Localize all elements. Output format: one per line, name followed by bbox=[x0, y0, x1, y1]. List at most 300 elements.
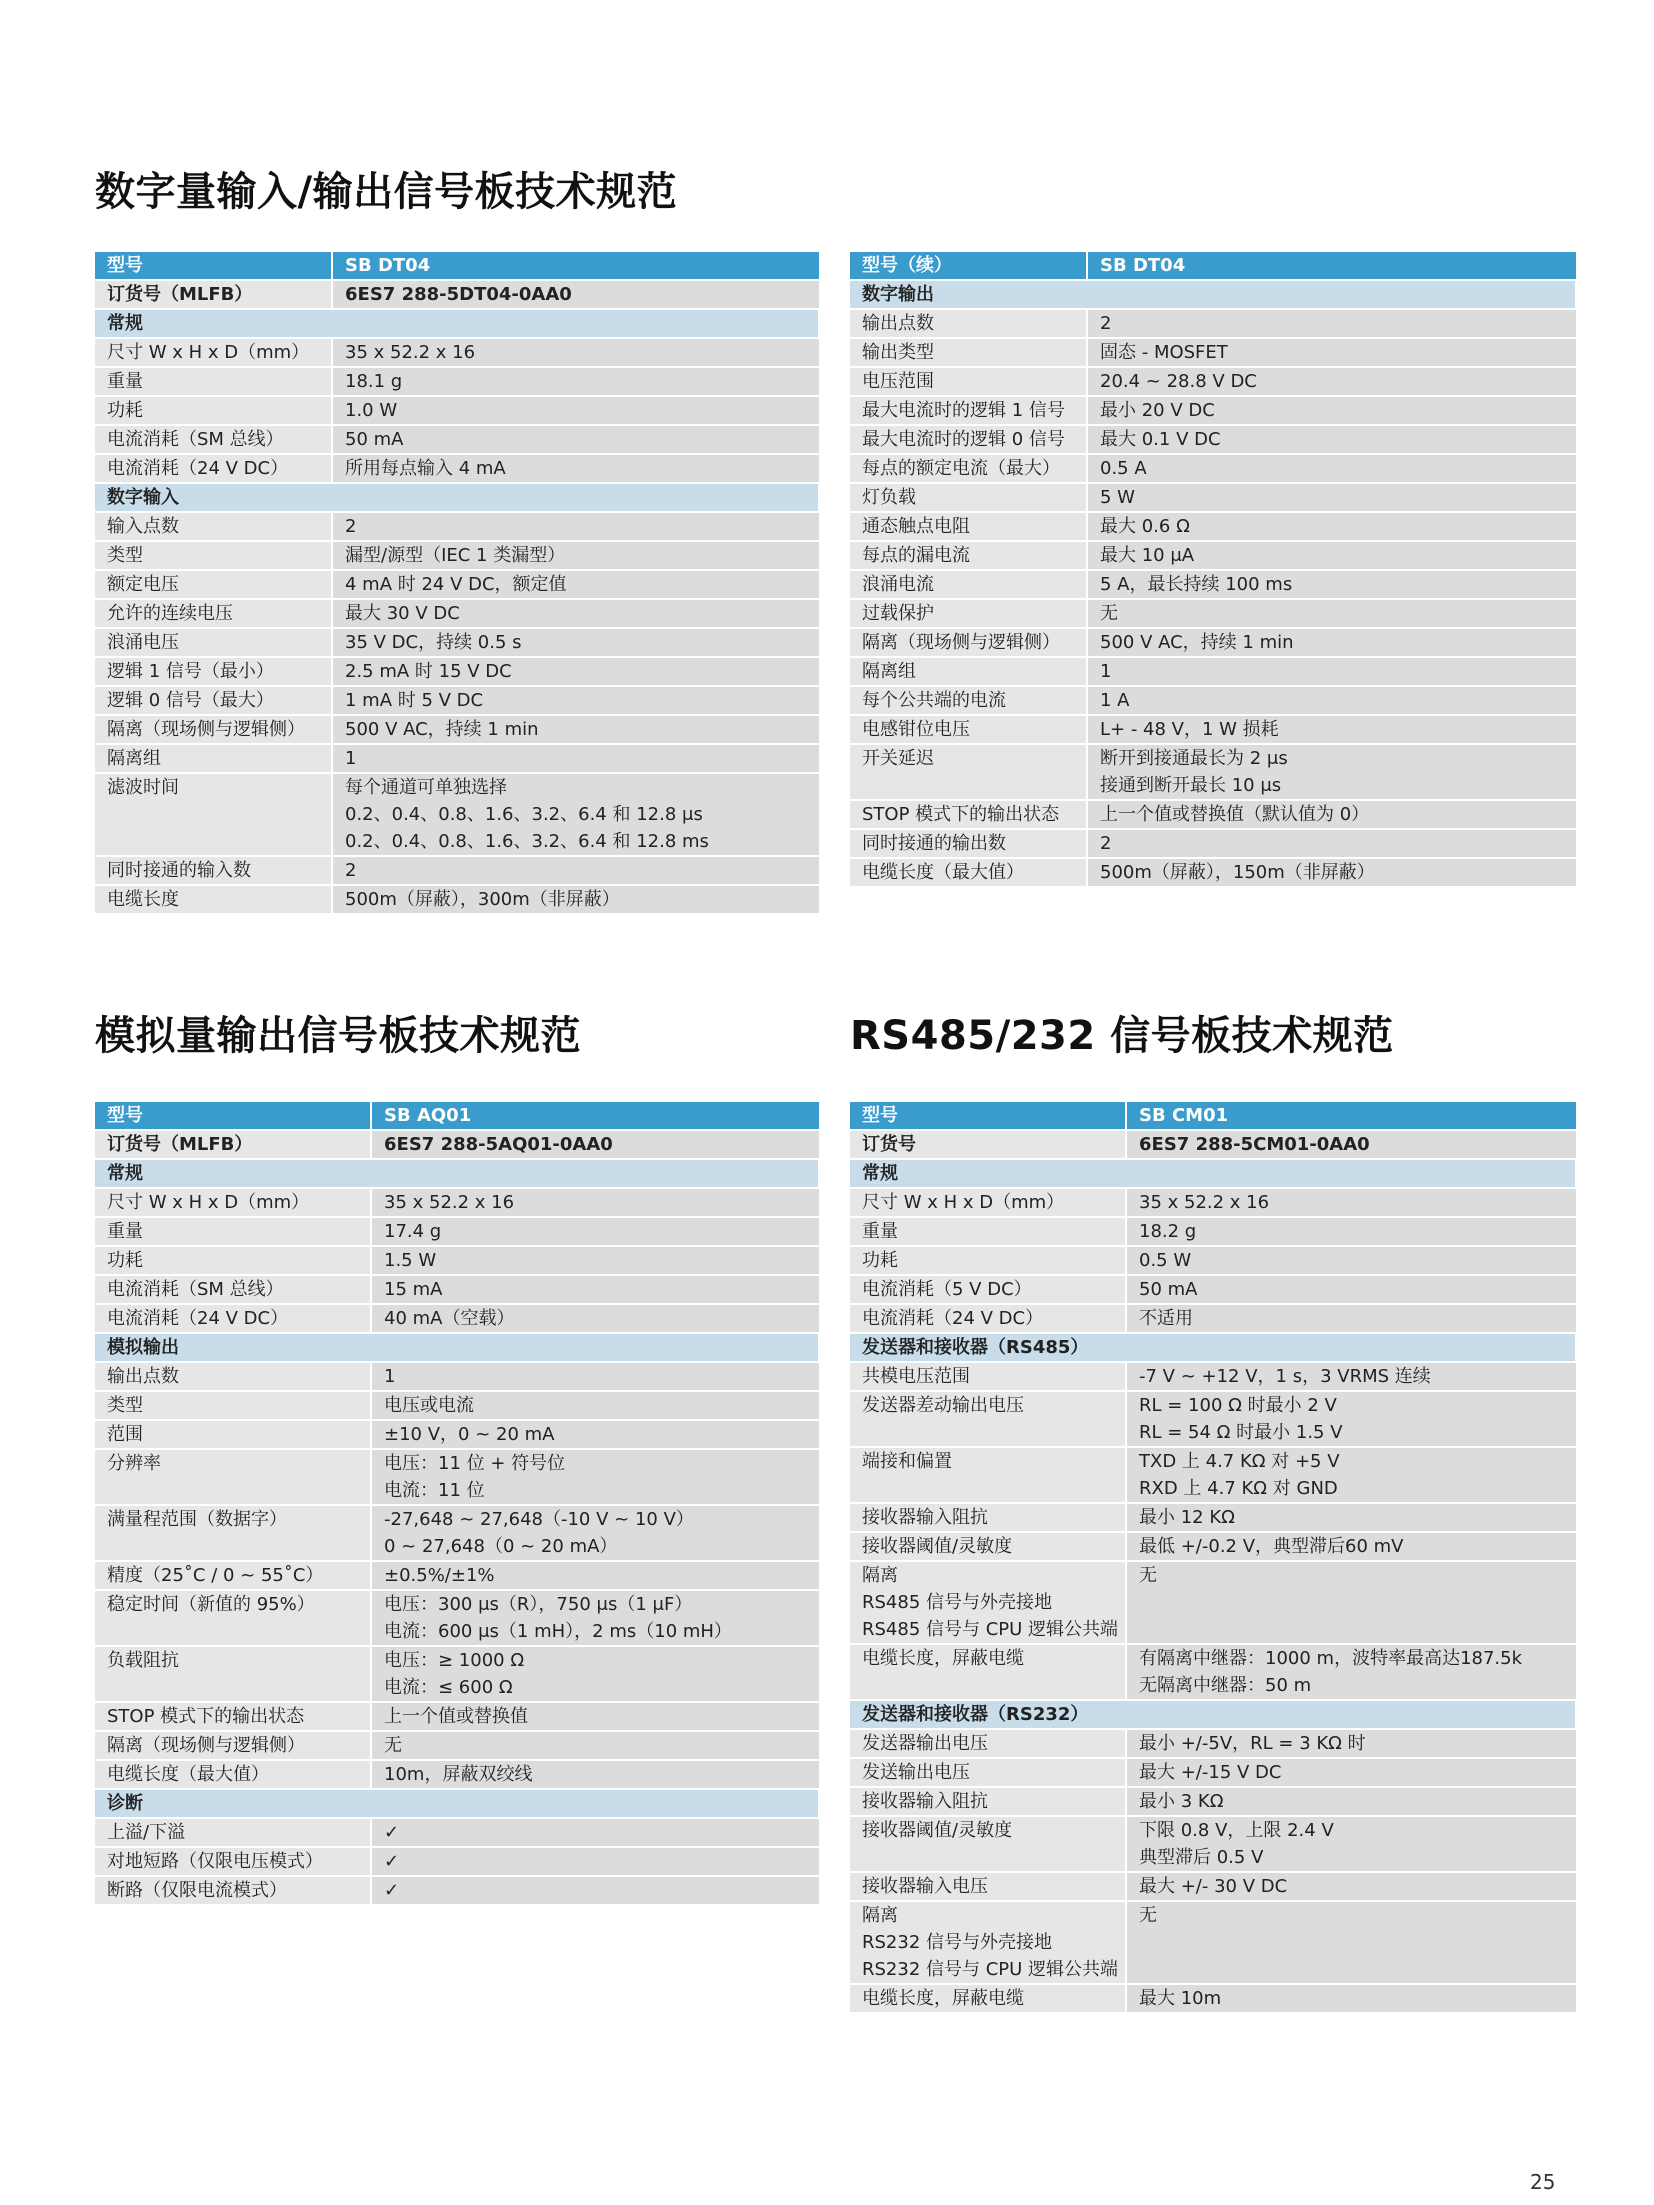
rs485-232-table bbox=[850, 1102, 1577, 2014]
table-row bbox=[850, 715, 1576, 744]
cell-text: 0.2、0.4、0.8、1.6、3.2、6.4 和 12.8 μs bbox=[345, 804, 703, 825]
cell-text: 0 ~ 27,648（0 ~ 20 mA） bbox=[384, 1536, 618, 1557]
table-row bbox=[95, 1818, 819, 1847]
spec-label bbox=[850, 744, 1087, 800]
table-row bbox=[850, 1532, 1576, 1561]
spec-value bbox=[1087, 541, 1576, 570]
table-row bbox=[95, 1188, 819, 1217]
spec-value bbox=[1126, 1816, 1576, 1872]
spec-label bbox=[850, 367, 1087, 396]
cell-text: 逻辑 1 信号（最小） bbox=[107, 661, 274, 682]
table-row bbox=[850, 570, 1576, 599]
cell-text: 1 A bbox=[1100, 690, 1130, 711]
table-row bbox=[850, 1304, 1576, 1333]
spec-value bbox=[1087, 628, 1576, 657]
spec-label bbox=[850, 1217, 1126, 1246]
spec-value bbox=[1087, 454, 1576, 483]
table-row bbox=[850, 483, 1576, 512]
spec-value bbox=[332, 280, 819, 309]
cell-text: 隔离 bbox=[862, 1565, 898, 1586]
spec-label bbox=[850, 686, 1087, 715]
table-row bbox=[95, 1702, 819, 1731]
spec-label bbox=[850, 1561, 1126, 1644]
cell-text: 范围 bbox=[107, 1424, 143, 1445]
spec-value bbox=[1126, 1391, 1576, 1447]
cell-text: 上溢/下溢 bbox=[107, 1822, 186, 1843]
spec-value bbox=[1126, 1217, 1576, 1246]
cell-text: 分辨率 bbox=[107, 1453, 161, 1474]
table-row bbox=[95, 1362, 819, 1391]
cell-text: STOP 模式下的输出状态 bbox=[862, 804, 1060, 825]
spec-label bbox=[850, 454, 1087, 483]
spec-label bbox=[850, 1304, 1126, 1333]
cell-text: 0.2、0.4、0.8、1.6、3.2、6.4 和 12.8 ms bbox=[345, 831, 709, 852]
spec-value bbox=[371, 1760, 819, 1789]
section-title bbox=[95, 483, 819, 512]
cell-text: 电流：≤ 600 Ω bbox=[384, 1677, 513, 1698]
table-row bbox=[95, 1876, 819, 1905]
table-row bbox=[850, 1758, 1576, 1787]
cell-text: 过载保护 bbox=[862, 603, 934, 624]
table-row bbox=[95, 1847, 819, 1876]
spec-value bbox=[332, 396, 819, 425]
cell-text: 4 mA 时 24 V DC，额定值 bbox=[345, 574, 567, 595]
spec-label bbox=[850, 512, 1087, 541]
spec-label bbox=[95, 715, 332, 744]
table-row bbox=[850, 1729, 1576, 1758]
spec-label bbox=[95, 1362, 371, 1391]
table-row bbox=[850, 1217, 1576, 1246]
cell-text: 通态触点电阻 bbox=[862, 516, 970, 537]
table-row bbox=[95, 1246, 819, 1275]
cell-text: 对地短路（仅限电压模式） bbox=[107, 1851, 323, 1872]
spec-label bbox=[95, 1646, 371, 1702]
cell-text: 6ES7 288-5CM01-0AA0 bbox=[1139, 1134, 1370, 1155]
spec-value bbox=[1087, 570, 1576, 599]
cell-text: 开关延迟 bbox=[862, 748, 934, 769]
spec-value bbox=[371, 1561, 819, 1590]
cell-text: 满量程范围（数据字） bbox=[107, 1509, 287, 1530]
header-label bbox=[95, 1102, 371, 1130]
spec-label bbox=[850, 599, 1087, 628]
spec-label bbox=[95, 628, 332, 657]
spec-label bbox=[850, 1275, 1126, 1304]
cell-text: 6ES7 288-5AQ01-0AA0 bbox=[384, 1134, 613, 1155]
spec-label bbox=[850, 715, 1087, 744]
order-number-row bbox=[95, 1130, 819, 1159]
section-header-row bbox=[850, 1159, 1576, 1188]
cell-text: 电压：300 μs（R），750 μs（1 μF） bbox=[384, 1594, 693, 1615]
spec-label bbox=[95, 541, 332, 570]
table-row bbox=[95, 1420, 819, 1449]
cell-text: 额定电压 bbox=[107, 574, 179, 595]
cell-text: 17.4 g bbox=[384, 1221, 442, 1242]
spec-value bbox=[1087, 715, 1576, 744]
cell-text: 10m，屏蔽双绞线 bbox=[384, 1764, 533, 1785]
table-row bbox=[95, 454, 819, 483]
cell-text: 35 x 52.2 x 16 bbox=[345, 342, 476, 363]
cell-text: 无 bbox=[1139, 1565, 1157, 1586]
cell-text: RL = 100 Ω 时最小 2 V bbox=[1139, 1395, 1337, 1416]
table-row bbox=[95, 1275, 819, 1304]
cell-text: ✓ bbox=[384, 1880, 400, 1901]
spec-label bbox=[850, 858, 1087, 887]
cell-text: 最大 0.6 Ω bbox=[1100, 516, 1190, 537]
cell-text: 功耗 bbox=[107, 1250, 143, 1271]
spec-value bbox=[332, 715, 819, 744]
spec-label bbox=[850, 396, 1087, 425]
cell-text: 无 bbox=[1100, 603, 1118, 624]
cell-text: 类型 bbox=[107, 545, 143, 566]
cell-text: 隔离组 bbox=[107, 748, 161, 769]
cell-text: 电缆长度，屏蔽电缆 bbox=[862, 1648, 1024, 1669]
header-label bbox=[95, 252, 332, 280]
cell-text: 电缆长度 bbox=[107, 889, 179, 910]
cell-text: TXD 上 4.7 KΩ 对 +5 V bbox=[1139, 1451, 1340, 1472]
cell-text: 模拟输出 bbox=[107, 1337, 179, 1358]
spec-value bbox=[1087, 483, 1576, 512]
cell-text: 负载阻抗 bbox=[107, 1650, 179, 1671]
cell-text: 浪涌电压 bbox=[107, 632, 179, 653]
table-row bbox=[95, 1561, 819, 1590]
table-row bbox=[850, 1188, 1576, 1217]
cell-text: 型号 bbox=[107, 1105, 143, 1126]
table-row bbox=[850, 657, 1576, 686]
cell-text: SB DT04 bbox=[345, 255, 431, 276]
cell-text: 20.4 ~ 28.8 V DC bbox=[1100, 371, 1257, 392]
spec-value bbox=[1126, 1787, 1576, 1816]
spec-label bbox=[95, 338, 332, 367]
spec-label bbox=[850, 338, 1087, 367]
cell-text: 功耗 bbox=[862, 1250, 898, 1271]
table-header-row bbox=[95, 1102, 819, 1130]
table-row bbox=[850, 1275, 1576, 1304]
spec-value bbox=[371, 1304, 819, 1333]
spec-label bbox=[850, 425, 1087, 454]
table-row bbox=[95, 425, 819, 454]
table-row bbox=[95, 657, 819, 686]
spec-label bbox=[95, 367, 332, 396]
spec-label bbox=[850, 1787, 1126, 1816]
table-row bbox=[850, 1872, 1576, 1901]
cell-text: 35 V DC，持续 0.5 s bbox=[345, 632, 522, 653]
spec-value bbox=[371, 1702, 819, 1731]
spec-label bbox=[850, 1984, 1126, 2013]
cell-text: 断路（仅限电流模式） bbox=[107, 1880, 287, 1901]
section-header-row bbox=[95, 309, 819, 338]
spec-label bbox=[95, 1702, 371, 1731]
cell-text: 数字输入 bbox=[107, 487, 179, 508]
table-row bbox=[95, 715, 819, 744]
cell-text: 电流消耗（24 V DC） bbox=[107, 458, 289, 479]
table-row bbox=[850, 744, 1576, 800]
table-row bbox=[95, 570, 819, 599]
cell-text: 最大 10 μA bbox=[1100, 545, 1195, 566]
spec-value bbox=[332, 686, 819, 715]
cell-text: 500 V AC，持续 1 min bbox=[345, 719, 539, 740]
section-title bbox=[95, 1159, 819, 1188]
spec-value bbox=[332, 856, 819, 885]
cell-text: 输出类型 bbox=[862, 342, 934, 363]
spec-value bbox=[371, 1731, 819, 1760]
spec-label bbox=[95, 1505, 371, 1561]
cell-text: 50 mA bbox=[1139, 1279, 1198, 1300]
spec-value bbox=[1087, 396, 1576, 425]
spec-label bbox=[850, 570, 1087, 599]
cell-text: 共模电压范围 bbox=[862, 1366, 970, 1387]
table-row bbox=[850, 1644, 1576, 1700]
spec-label bbox=[95, 570, 332, 599]
spec-label bbox=[95, 1876, 371, 1905]
cell-text: 1.5 W bbox=[384, 1250, 437, 1271]
spec-label bbox=[95, 425, 332, 454]
cell-text: 接收器阈值/灵敏度 bbox=[862, 1820, 1013, 1841]
spec-value bbox=[1126, 1362, 1576, 1391]
cell-text: 2 bbox=[1100, 313, 1112, 334]
spec-value bbox=[1126, 1503, 1576, 1532]
spec-label bbox=[95, 856, 332, 885]
table-row bbox=[850, 309, 1576, 338]
table-row bbox=[95, 1304, 819, 1333]
spec-value bbox=[1126, 1447, 1576, 1503]
cell-text: 电缆长度（最大值） bbox=[107, 1764, 269, 1785]
spec-label bbox=[95, 1304, 371, 1333]
cell-text: 尺寸 W x H x D（mm） bbox=[107, 1192, 310, 1213]
cell-text: 端接和偏置 bbox=[862, 1451, 952, 1472]
spec-label bbox=[850, 1901, 1126, 1984]
section-title bbox=[850, 1700, 1576, 1729]
table-row bbox=[95, 1646, 819, 1702]
spec-value bbox=[371, 1130, 819, 1159]
cell-text: 同时接通的输入数 bbox=[107, 860, 251, 881]
cell-text: 输出点数 bbox=[862, 313, 934, 334]
spec-label bbox=[95, 1130, 371, 1159]
spec-value bbox=[1126, 1644, 1576, 1700]
spec-label bbox=[95, 1731, 371, 1760]
cell-text: 常规 bbox=[107, 1163, 143, 1184]
spec-label bbox=[95, 1590, 371, 1646]
digital-io-table bbox=[95, 252, 820, 915]
spec-label bbox=[850, 541, 1087, 570]
cell-text: 常规 bbox=[862, 1163, 898, 1184]
table-row bbox=[850, 541, 1576, 570]
spec-value bbox=[332, 744, 819, 773]
cell-text: 发送器输出电压 bbox=[862, 1733, 988, 1754]
cell-text: 无 bbox=[384, 1735, 402, 1756]
cell-text: 2.5 mA 时 15 V DC bbox=[345, 661, 512, 682]
table-row bbox=[850, 628, 1576, 657]
spec-value bbox=[332, 570, 819, 599]
cell-text: 功耗 bbox=[107, 400, 143, 421]
spec-value bbox=[332, 885, 819, 914]
spec-value bbox=[371, 1217, 819, 1246]
section-title bbox=[95, 1333, 819, 1362]
spec-label bbox=[95, 1391, 371, 1420]
digital-output-table bbox=[850, 252, 1577, 888]
spec-value bbox=[332, 599, 819, 628]
cell-text: 隔离（现场侧与逻辑侧） bbox=[107, 719, 305, 740]
cell-text: 1 bbox=[384, 1366, 396, 1387]
spec-label bbox=[850, 1644, 1126, 1700]
spec-value bbox=[371, 1246, 819, 1275]
order-number-row bbox=[850, 1130, 1576, 1159]
cell-text: 35 x 52.2 x 16 bbox=[384, 1192, 515, 1213]
spec-label bbox=[850, 1447, 1126, 1503]
table-row bbox=[850, 338, 1576, 367]
cell-text: 500m（屏蔽），300m（非屏蔽） bbox=[345, 889, 620, 910]
spec-label bbox=[850, 309, 1087, 338]
cell-text: 电缆长度（最大值） bbox=[862, 862, 1024, 883]
cell-text: ✓ bbox=[384, 1822, 400, 1843]
spec-label bbox=[95, 512, 332, 541]
cell-text: 类型 bbox=[107, 1395, 143, 1416]
cell-text: 每点的额定电流（最大） bbox=[862, 458, 1060, 479]
spec-label bbox=[850, 829, 1087, 858]
spec-label bbox=[95, 1847, 371, 1876]
spec-value bbox=[1087, 657, 1576, 686]
cell-text: 接收器输入阻抗 bbox=[862, 1507, 988, 1528]
cell-text: 电压范围 bbox=[862, 371, 934, 392]
table-row bbox=[850, 367, 1576, 396]
table-row bbox=[95, 1391, 819, 1420]
header-label bbox=[850, 252, 1087, 280]
order-number-row bbox=[95, 280, 819, 309]
page-number: 25 bbox=[1530, 2170, 1556, 2194]
table-row bbox=[850, 599, 1576, 628]
header-model bbox=[371, 1102, 819, 1130]
cell-text: 稳定时间（新值的 95%） bbox=[107, 1594, 315, 1615]
cell-text: 输入点数 bbox=[107, 516, 179, 537]
spec-value bbox=[371, 1449, 819, 1505]
table-row bbox=[95, 1217, 819, 1246]
spec-value bbox=[1126, 1561, 1576, 1644]
spec-value bbox=[371, 1362, 819, 1391]
cell-text: RL = 54 Ω 时最小 1.5 V bbox=[1139, 1422, 1343, 1443]
cell-text: 电压：11 位 + 符号位 bbox=[384, 1453, 566, 1474]
spec-label bbox=[850, 628, 1087, 657]
table-row bbox=[850, 800, 1576, 829]
spec-value bbox=[371, 1847, 819, 1876]
cell-text: 不适用 bbox=[1139, 1308, 1193, 1329]
cell-text: ✓ bbox=[384, 1851, 400, 1872]
cell-text: 0.5 A bbox=[1100, 458, 1147, 479]
cell-text: 电流：600 μs（1 mH），2 ms（10 mH） bbox=[384, 1621, 732, 1642]
table-row bbox=[850, 686, 1576, 715]
cell-text: 漏型/源型（IEC 1 类漏型） bbox=[345, 545, 566, 566]
cell-text: 6ES7 288-5DT04-0AA0 bbox=[345, 284, 572, 305]
cell-text: 同时接通的输出数 bbox=[862, 833, 1006, 854]
table-row bbox=[850, 1787, 1576, 1816]
spec-value bbox=[332, 657, 819, 686]
spec-value bbox=[371, 1391, 819, 1420]
cell-text: 5 W bbox=[1100, 487, 1135, 508]
table-row bbox=[95, 1731, 819, 1760]
spec-label bbox=[95, 396, 332, 425]
table-row bbox=[95, 744, 819, 773]
table-row bbox=[95, 396, 819, 425]
table-row bbox=[95, 1449, 819, 1505]
cell-text: 1 bbox=[345, 748, 357, 769]
header-model bbox=[1126, 1102, 1576, 1130]
spec-label bbox=[850, 1872, 1126, 1901]
analog-output-table bbox=[95, 1102, 820, 1906]
cell-text: 上一个值或替换值（默认值为 0） bbox=[1100, 804, 1370, 825]
spec-label bbox=[95, 1420, 371, 1449]
cell-text: 每个公共端的电流 bbox=[862, 690, 1006, 711]
spec-label bbox=[850, 800, 1087, 829]
spec-value bbox=[332, 338, 819, 367]
section-header-row bbox=[95, 483, 819, 512]
table-row bbox=[95, 367, 819, 396]
cell-text: 下限 0.8 V，上限 2.4 V bbox=[1139, 1820, 1334, 1841]
section-title bbox=[850, 1333, 1576, 1362]
cell-text: 接通到断开最长 10 μs bbox=[1100, 775, 1282, 796]
spec-value bbox=[371, 1505, 819, 1561]
section-title bbox=[95, 1789, 819, 1818]
cell-text: 电流消耗（5 V DC） bbox=[862, 1279, 1032, 1300]
spec-label bbox=[850, 657, 1087, 686]
cell-text: 电流：11 位 bbox=[384, 1480, 485, 1501]
cell-text: 隔离（现场侧与逻辑侧） bbox=[862, 632, 1060, 653]
cell-text: 电压：≥ 1000 Ω bbox=[384, 1650, 525, 1671]
table-row bbox=[850, 1391, 1576, 1447]
section-header-row bbox=[850, 1333, 1576, 1362]
table-row bbox=[850, 512, 1576, 541]
spec-label bbox=[850, 1391, 1126, 1447]
cell-text: 2 bbox=[1100, 833, 1112, 854]
section-title bbox=[850, 1159, 1576, 1188]
spec-label bbox=[95, 1275, 371, 1304]
cell-text: -7 V ~ +12 V，1 s，3 VRMS 连续 bbox=[1139, 1366, 1431, 1387]
cell-text: RS232 信号与 CPU 逻辑公共端 bbox=[862, 1959, 1119, 1980]
cell-text: 50 mA bbox=[345, 429, 404, 450]
spec-label bbox=[95, 885, 332, 914]
header-label bbox=[850, 1102, 1126, 1130]
table-row bbox=[95, 1760, 819, 1789]
cell-text: 常规 bbox=[107, 313, 143, 334]
spec-label bbox=[95, 1246, 371, 1275]
spec-value bbox=[332, 628, 819, 657]
table-row bbox=[95, 599, 819, 628]
cell-text: 电缆长度，屏蔽电缆 bbox=[862, 1988, 1024, 2009]
cell-text: 发送器差动输出电压 bbox=[862, 1395, 1024, 1416]
cell-text: 最小 3 KΩ bbox=[1139, 1791, 1224, 1812]
cell-text: 每点的漏电流 bbox=[862, 545, 970, 566]
cell-text: 型号 bbox=[862, 1105, 898, 1126]
spec-value bbox=[332, 541, 819, 570]
cell-text: 最大电流时的逻辑 1 信号 bbox=[862, 400, 1065, 421]
cell-text: 有隔离中继器：1000 m，波特率最高达187.5k bbox=[1139, 1648, 1523, 1669]
spec-label bbox=[95, 1561, 371, 1590]
table-row bbox=[95, 686, 819, 715]
cell-text: 上一个值或替换值 bbox=[384, 1706, 528, 1727]
table-row bbox=[95, 1590, 819, 1646]
cell-text: 重量 bbox=[107, 371, 143, 392]
spec-label bbox=[850, 1729, 1126, 1758]
table-header-row bbox=[95, 252, 819, 280]
cell-text: 接收器阈值/灵敏度 bbox=[862, 1536, 1013, 1557]
cell-text: 2 bbox=[345, 516, 357, 537]
table-row bbox=[850, 1816, 1576, 1872]
spec-value bbox=[371, 1818, 819, 1847]
table-header-row bbox=[850, 252, 1576, 280]
cell-text: 隔离（现场侧与逻辑侧） bbox=[107, 1735, 305, 1756]
spec-value bbox=[1126, 1246, 1576, 1275]
cell-text: SB AQ01 bbox=[384, 1105, 472, 1126]
cell-text: ±10 V，0 ~ 20 mA bbox=[384, 1424, 555, 1445]
cell-text: 电流消耗（SM 总线） bbox=[107, 1279, 284, 1300]
cell-text: L+ - 48 V，1 W 损耗 bbox=[1100, 719, 1279, 740]
